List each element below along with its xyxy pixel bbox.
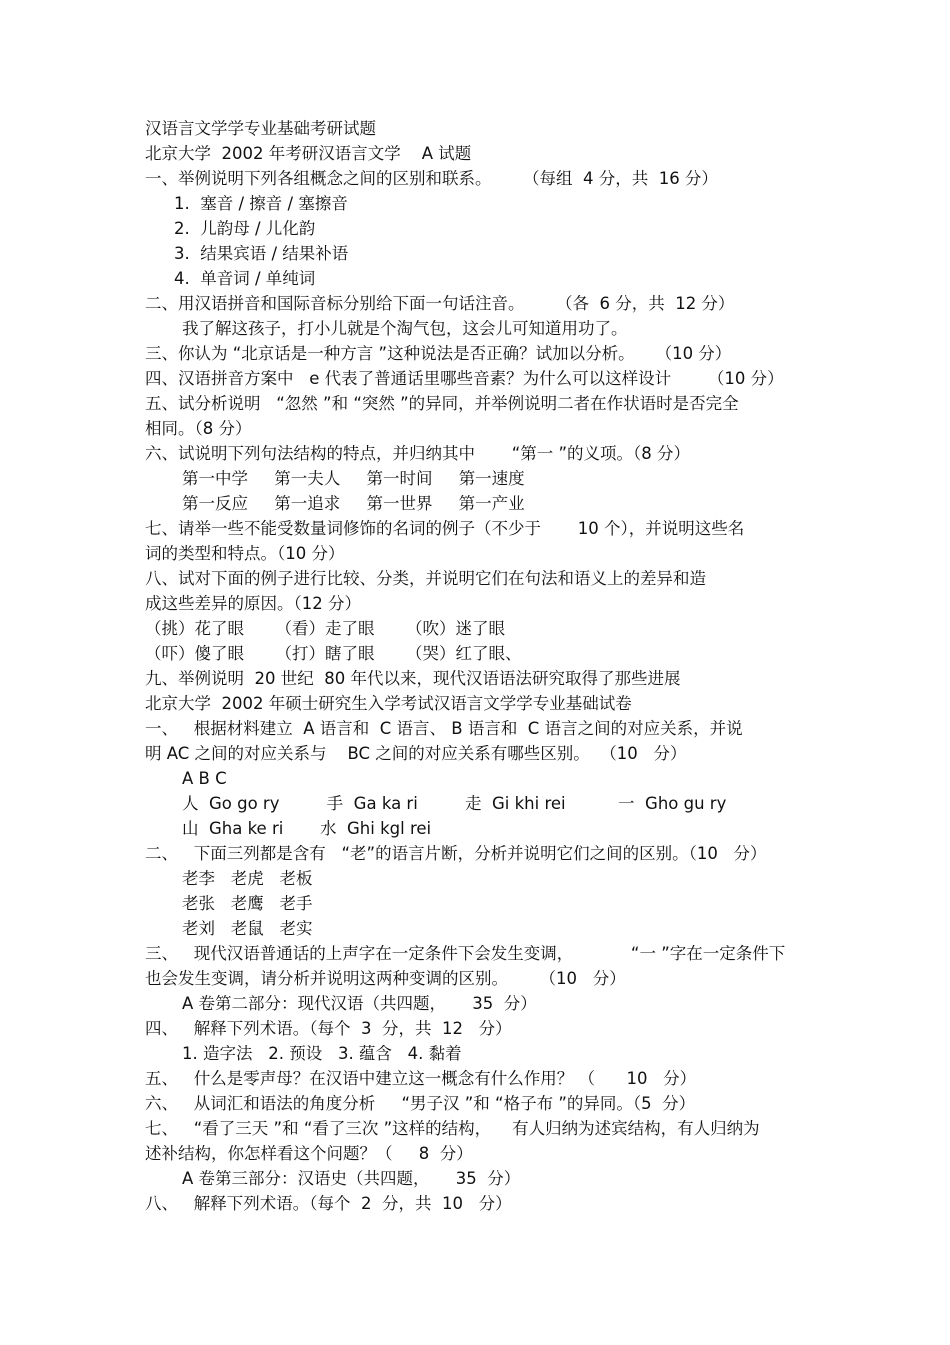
list-item: 1. 塞音 / 擦音 / 塞擦音: [174, 194, 348, 213]
question-7-cont: 词的类型和特点。（10 分）: [145, 544, 345, 563]
question-9: 九、举例说明 20 世纪 80 年代以来，现代汉语语法研究取得了那些进展: [145, 669, 681, 688]
list-item: 3. 结果宾语 / 结果补语: [174, 244, 349, 263]
question-8-cont: 成这些差异的原因。（12 分）: [145, 594, 361, 613]
question-7b: 七、 “看了三天 ”和 “看了三次 ”这样的结构， 有人归纳为述宾结构，有人归纳为: [145, 1119, 760, 1138]
example-row: 老张 老鹰 老手: [182, 894, 313, 913]
table-row: 人 Go go ry 手 Ga ka ri 走 Gi khi rei 一 Gho gu ry: [182, 794, 727, 813]
question-7: 七、请举一些不能受数量词修饰的名词的例子（不少于 10 个），并说明这些名: [145, 519, 745, 538]
question-6: 六、试说明下列句法结构的特点，并归纳其中 “第一 ”的义项。（8 分）: [145, 444, 691, 463]
question-7b-cont: 述补结构，你怎样看这个问题？（ 8 分）: [145, 1144, 473, 1163]
question-8b: 八、 解释下列术语。（每个 2 分，共 10 分）: [145, 1194, 512, 1213]
example-row: 老刘 老鼠 老实: [182, 919, 313, 938]
table-header: A B C: [182, 769, 227, 788]
question-2: 二、用汉语拼音和国际音标分别给下面一句话注音。 （各 6 分，共 12 分）: [145, 294, 735, 313]
question-1b: 一、 根据材料建立 A 语言和 C 语言、 B 语言和 C 语言之间的对应关系，并说: [145, 719, 743, 738]
question-3: 三、你认为 “北京话是一种方言 ”这种说法是否正确？试加以分析。 （10 分）: [145, 344, 732, 363]
part-heading: A 卷第二部分：现代汉语（共四题， 35 分）: [182, 994, 537, 1013]
section-heading: 北京大学 2002 年硕士研究生入学考试汉语言文学学专业基础试卷: [145, 694, 632, 713]
question-4b: 四、 解释下列术语。（每个 3 分，共 12 分）: [145, 1019, 512, 1038]
table-row: 山 Gha ke ri 水 Ghi kgl rei: [182, 819, 432, 838]
example-row: （挑）花了眼 （看）走了眼 （吹）迷了眼: [145, 619, 505, 638]
list-item: 2. 儿韵母 / 儿化韵: [174, 219, 316, 238]
question-3b: 三、 现代汉语普通话的上声字在一定条件下会发生变调， “一 ”字在一定条件下: [145, 944, 786, 963]
question-5-cont: 相同。（8 分）: [145, 419, 252, 438]
question-5b: 五、 什么是零声母？在汉语中建立这一概念有什么作用？ （ 10 分）: [145, 1069, 697, 1088]
example-row: 第一中学 第一夫人 第一时间 第一速度: [182, 469, 525, 488]
question-1b-cont: 明 AC 之间的对应关系与 BC 之间的对应关系有哪些区别。 （10 分）: [145, 744, 687, 763]
question-2b: 二、 下面三列都是含有 “老”的语言片断，分析并说明它们之间的区别。（10 分）: [145, 844, 767, 863]
section-heading: 北京大学 2002 年考研汉语言文学 A 试题: [145, 144, 472, 163]
example-sentence: 我了解这孩子，打小儿就是个淘气包，这会儿可知道用功了。: [182, 319, 628, 338]
example-row: 第一反应 第一追求 第一世界 第一产业: [182, 494, 525, 513]
question-1: 一、举例说明下列各组概念之间的区别和联系。 （每组 4 分，共 16 分）: [145, 169, 718, 188]
question-5: 五、试分析说明 “忽然 ”和 “突然 ”的异同，并举例说明二者在作状语时是否完全: [145, 394, 739, 413]
example-row: 老李 老虎 老板: [182, 869, 313, 888]
question-3b-cont: 也会发生变调，请分析并说明这两种变调的区别。 （10 分）: [145, 969, 626, 988]
example-row: （吓）傻了眼 （打）瞎了眼 （哭）红了眼、: [145, 644, 522, 663]
term-list: 1. 造字法 2. 预设 3. 蕴含 4. 黏着: [182, 1044, 462, 1063]
question-8: 八、试对下面的例子进行比较、分类，并说明它们在句法和语义上的差异和造: [145, 569, 706, 588]
part-heading: A 卷第三部分：汉语史（共四题， 35 分）: [182, 1169, 521, 1188]
question-4: 四、汉语拼音方案中 e 代表了普通话里哪些音素？为什么可以这样设计 （10 分）: [145, 369, 784, 388]
question-6b: 六、 从词汇和语法的角度分析 “男子汉 ”和 “格子布 ”的异同。（5 分）: [145, 1094, 696, 1113]
doc-title: 汉语言文学学专业基础考研试题: [145, 119, 376, 138]
list-item: 4. 单音词 / 单纯词: [174, 269, 316, 288]
